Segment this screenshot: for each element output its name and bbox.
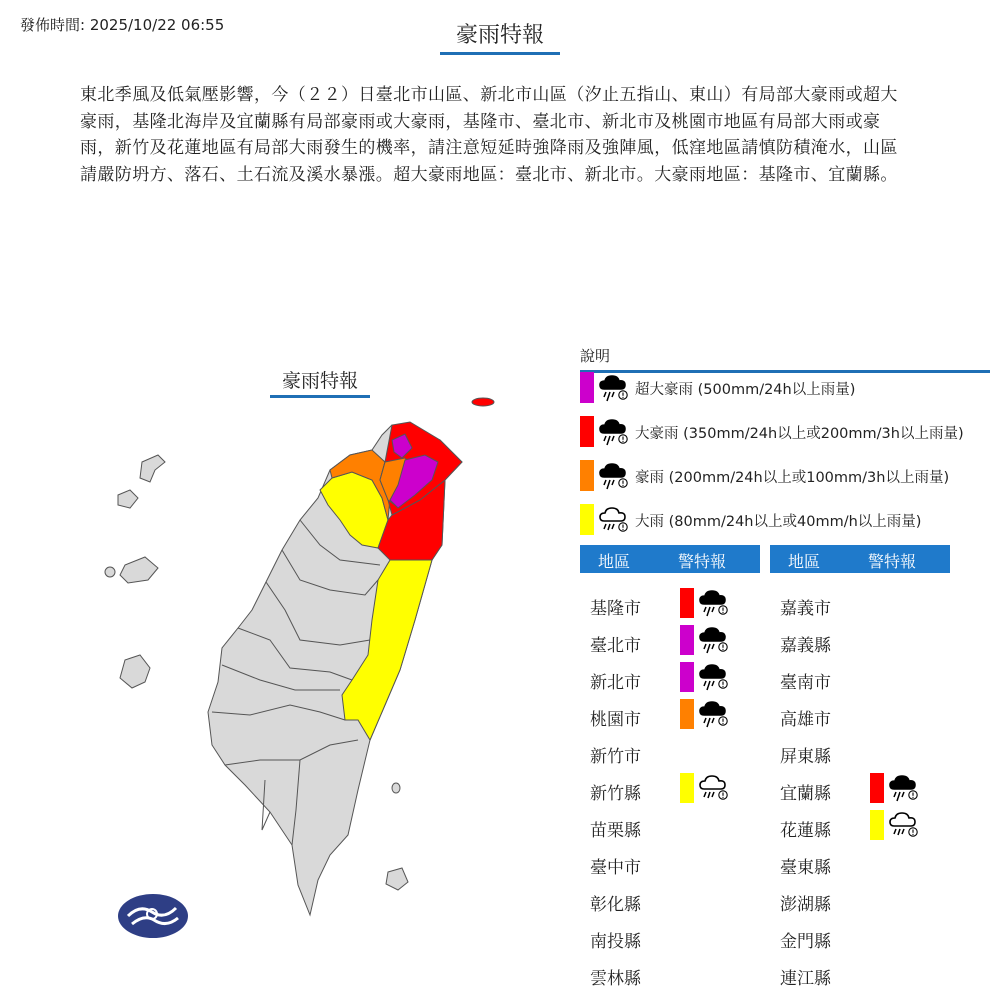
header-warning: 警特報 [678, 552, 727, 571]
region-row [770, 587, 950, 619]
region-name: 嘉義縣 [780, 636, 831, 656]
legend-heading: 說明 [580, 345, 990, 373]
table-header-right [770, 545, 950, 573]
heavy-rain-icon [698, 625, 730, 655]
legend-item [580, 504, 995, 536]
region-name: 基隆市 [590, 599, 641, 619]
eastern-islets [386, 783, 408, 890]
region-row [580, 587, 760, 619]
legend-label: 大雨 (80mm/24h以上或40mm/h以上雨量) [635, 514, 922, 530]
region-row [770, 809, 950, 841]
heavy-rain-icon [598, 417, 630, 447]
region-name: 臺南市 [780, 673, 831, 693]
heavy-rain-icon [888, 773, 920, 803]
island-keelung-islet [472, 398, 494, 406]
warning-level-swatch [870, 810, 884, 840]
region-name: 澎湖縣 [780, 895, 831, 915]
cwa-logo-icon [118, 894, 188, 938]
region-name: 新北市 [590, 673, 641, 693]
taiwan-warning-map [0, 380, 570, 970]
region-row [580, 698, 760, 730]
header-warning: 警特報 [868, 552, 917, 571]
region-name: 花蓮縣 [780, 821, 831, 841]
region-row [770, 624, 950, 656]
legend-label: 豪雨 (200mm/24h以上或100mm/3h以上雨量) [635, 470, 950, 486]
legend-swatch [580, 504, 594, 535]
legend-label: 超大豪雨 (500mm/24h以上雨量) [635, 382, 856, 398]
header-region: 地區 [598, 552, 631, 571]
rain-outline-icon [698, 773, 730, 803]
legend-item [580, 416, 995, 448]
region-row [580, 772, 760, 804]
map-title: 豪雨特報 [270, 366, 370, 398]
warning-level-swatch [680, 588, 694, 618]
warning-level-swatch [680, 773, 694, 803]
legend-swatch [580, 460, 594, 491]
region-name: 新竹市 [590, 747, 641, 767]
region-row [770, 920, 950, 952]
legend-label: 大豪雨 (350mm/24h以上或200mm/3h以上雨量) [635, 426, 964, 442]
region-row [770, 735, 950, 767]
region-name: 雲林縣 [590, 969, 641, 989]
region-row [580, 809, 760, 841]
issue-time: 發佈時間: 2025/10/22 06:55 [20, 16, 225, 34]
region-name: 彰化縣 [590, 895, 641, 915]
region-row [770, 772, 950, 804]
warning-level-swatch [680, 625, 694, 655]
legend-item [580, 460, 995, 492]
region-name: 宜蘭縣 [780, 784, 831, 804]
region-name: 連江縣 [780, 969, 831, 989]
region-row [580, 920, 760, 952]
region-row [580, 735, 760, 767]
region-row [580, 883, 760, 915]
warning-level-swatch [680, 699, 694, 729]
region-row [580, 846, 760, 878]
heavy-rain-icon [698, 588, 730, 618]
region-name: 南投縣 [590, 932, 641, 952]
warning-description: 東北季風及低氣壓影響，今（２２）日臺北市山區、新北市山區（汐止五指山、東山）有局部大豪雨或超大豪雨，基隆北海岸及宜蘭縣有局部豪雨或大豪雨，基隆市、臺北市、新北市及桃園市地區有局部大雨或豪雨，新竹及花蓮地區有局部大雨發生的機率，請注意短延時強降雨及強陣風，低窪地區請慎防積淹水，山區請嚴防坍方、落石、土石流及溪水暴漲。超大豪雨地區：臺北市、新北市。大豪雨地區：基隆市、宜蘭縣。 [80, 85, 898, 185]
heavy-rain-icon [698, 699, 730, 729]
region-name: 桃園市 [590, 710, 641, 730]
region-row [770, 957, 950, 989]
penghu-islands [105, 455, 165, 688]
region-row [770, 661, 950, 693]
warning-level-swatch [680, 662, 694, 692]
region-row [580, 957, 760, 989]
region-row [580, 624, 760, 656]
page-title: 豪雨特報 [440, 18, 560, 55]
rain-outline-icon [888, 810, 920, 840]
region-name: 屏東縣 [780, 747, 831, 767]
region-name: 苗栗縣 [590, 821, 641, 841]
region-name: 嘉義市 [780, 599, 831, 619]
legend-swatch [580, 372, 594, 403]
region-row [770, 883, 950, 915]
region-row [580, 661, 760, 693]
region-row [770, 698, 950, 730]
header-region: 地區 [788, 552, 821, 571]
region-name: 金門縣 [780, 932, 831, 952]
region-name: 臺東縣 [780, 858, 831, 878]
region-name: 高雄市 [780, 710, 831, 730]
region-name: 臺中市 [590, 858, 641, 878]
legend-item [580, 372, 995, 404]
legend-swatch [580, 416, 594, 447]
region-name: 臺北市 [590, 636, 641, 656]
table-header-left [580, 545, 760, 573]
region-row [770, 846, 950, 878]
rain-outline-icon [598, 505, 630, 535]
region-name: 新竹縣 [590, 784, 641, 804]
heavy-rain-icon [598, 461, 630, 491]
warning-level-swatch [870, 773, 884, 803]
heavy-rain-icon [698, 662, 730, 692]
heavy-rain-icon [598, 373, 630, 403]
